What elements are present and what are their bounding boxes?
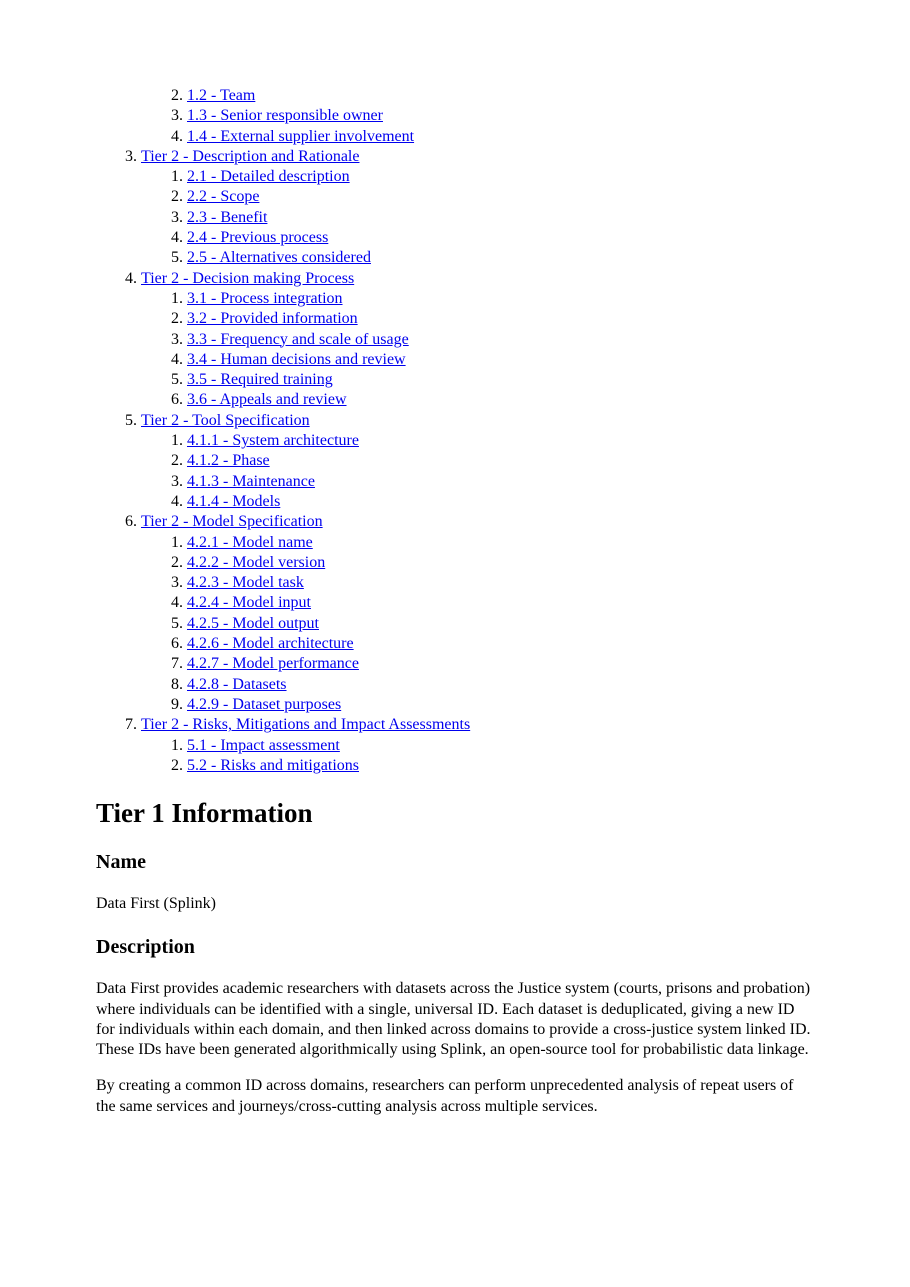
list-number: 7. [171,655,183,673]
list-number: 3. [171,574,183,592]
toc-subitem-link[interactable]: 1.3 - Senior responsible owner [187,107,383,125]
toc-section-item-link[interactable]: Tier 2 - Model Specification [141,513,323,531]
toc-subitem-link[interactable]: 4.2.1 - Model name [187,533,313,551]
toc-subitem [0,106,910,126]
toc-sublist [0,431,910,512]
name-value: Data First (Splink) [96,895,216,912]
toc-sublist [0,736,910,777]
toc-subitem [0,634,910,654]
toc-subitem-link[interactable]: 3.6 - Appeals and review [187,391,347,409]
toc-subitem [0,553,910,573]
toc-subitem-link[interactable]: 4.2.8 - Datasets [187,675,287,693]
list-number: 1. [171,289,183,307]
toc-subitem-link[interactable]: 5.1 - Impact assessment [187,736,340,754]
toc-section-item-link[interactable]: Tier 2 - Risks, Mitigations and Impact Assessments [141,716,471,734]
toc-subitem-link[interactable]: 3.1 - Process integration [187,289,343,307]
toc-section-item [0,269,910,289]
toc-subitem [0,228,910,248]
toc-subitem [0,492,910,512]
list-number: 1. [171,533,183,551]
toc-subitem-link[interactable]: 4.2.7 - Model performance [187,655,359,673]
tier1-heading: Tier 1 Information [96,798,313,828]
toc-continued-sublist [0,86,910,147]
toc-subitem [0,533,910,553]
toc-subitem [0,86,910,106]
toc-subitem [0,330,910,350]
toc-subitem [0,451,910,471]
description-paragraph-1: Data First provides academic researchers with datasets across the Justice system (courts, prisons and probation) where individuals can be identified with a single, universal ID. Each dataset is deduplicated, giving a new ID for individuals within each domain, and then linked across domains to provide a cross-justice system linked ID. These IDs have been generated algorithmically using Splink, an open-source tool for probabilistic data linkage. [96,980,811,1059]
toc-subitem-link[interactable]: 1.2 - Team [187,87,256,104]
toc-section-item [0,715,910,735]
toc-subitem [0,167,910,187]
list-number: 2. [171,756,183,774]
list-number: 3. [171,330,183,348]
table-of-contents [0,86,910,776]
list-number: 4. [171,229,183,247]
toc-subitem-link[interactable]: 4.2.6 - Model architecture [187,635,354,653]
list-number: 1. [171,736,183,754]
toc-subitem [0,431,910,451]
toc-section-item-link[interactable]: Tier 2 - Description and Rationale [141,147,360,165]
list-number: 3. [171,208,183,226]
toc-subitem-link[interactable]: 3.2 - Provided information [187,310,358,328]
toc-subitem [0,736,910,756]
toc-subitem-link[interactable]: 4.2.4 - Model input [187,594,311,612]
toc-subitem-link[interactable]: 3.3 - Frequency and scale of usage [187,330,409,348]
list-number: 5. [171,249,183,267]
toc-sublist-wrapper [0,736,910,777]
toc-subitem [0,127,910,147]
toc-section-list [0,147,910,776]
toc-subitem-link[interactable]: 5.2 - Risks and mitigations [187,756,359,774]
toc-section-item [0,147,910,167]
list-number: 6. [171,635,183,653]
list-number: 4. [125,269,137,287]
list-number: 6. [171,391,183,409]
list-number: 5. [171,371,183,389]
description-paragraph-2: By creating a common ID across domains, researchers can perform unprecedented analysis of repeat users of the same services and journeys/cross-cutting analysis across multiple services. [96,1077,794,1115]
list-number: 2. [171,188,183,206]
toc-subitem-link[interactable]: 3.5 - Required training [187,371,333,389]
description-heading: Description [96,936,195,959]
toc-subitem-link[interactable]: 4.2.3 - Model task [187,574,304,592]
toc-section-item-link[interactable]: Tier 2 - Tool Specification [141,411,310,429]
list-number: 3. [171,107,183,125]
list-number: 1. [171,432,183,450]
toc-subitem-link[interactable]: 4.1.2 - Phase [187,452,270,470]
toc-subitem-link[interactable]: 2.3 - Benefit [187,208,268,226]
list-number: 9. [171,695,183,713]
list-number: 2. [171,310,183,328]
list-number: 2. [171,87,183,104]
toc-sublist-wrapper [0,289,910,411]
toc-subitem-link[interactable]: 2.5 - Alternatives considered [187,249,371,267]
toc-subitem-link[interactable]: 2.2 - Scope [187,188,260,206]
toc-subitem-link[interactable]: 3.4 - Human decisions and review [187,350,406,368]
list-number: 1. [171,168,183,186]
toc-section-item [0,512,910,532]
list-number: 4. [171,350,183,368]
toc-subitem [0,654,910,674]
toc-subitem [0,675,910,695]
toc-sublist-wrapper [0,431,910,512]
toc-subitem-link[interactable]: 4.1.1 - System architecture [187,432,359,450]
name-heading: Name [96,851,146,873]
toc-subitem [0,390,910,410]
list-number: 2. [171,553,183,571]
list-number: 5. [171,614,183,632]
list-number: 8. [171,675,183,693]
toc-sublist [0,167,910,268]
toc-subitem-link[interactable]: 4.1.3 - Maintenance [187,472,315,490]
list-number: 3. [171,472,183,490]
list-number: 2. [171,452,183,470]
toc-sublist-wrapper [0,167,910,268]
toc-subitem-link[interactable]: 2.4 - Previous process [187,229,329,247]
list-number: 4. [171,492,183,510]
list-number: 4. [171,127,183,145]
toc-subitem [0,756,910,776]
list-number: 5. [125,411,137,429]
toc-subitem [0,248,910,268]
tier1-section [96,796,816,1117]
toc-sublist [0,533,910,716]
toc-subitem [0,289,910,309]
toc-section-item [0,411,910,431]
list-number: 3. [125,147,137,165]
toc-subitem [0,187,910,207]
toc-subitem [0,208,910,228]
list-number: 4. [171,594,183,612]
toc-subitem [0,573,910,593]
toc-section-item-link[interactable]: Tier 2 - Decision making Process [141,269,355,287]
toc-subitem [0,309,910,329]
list-number: 6. [125,513,137,531]
toc-subitem [0,370,910,390]
toc-subitem-link[interactable]: 1.4 - External supplier involvement [187,127,415,145]
toc-sublist [0,289,910,411]
toc-subitem [0,593,910,613]
toc-subitem [0,350,910,370]
toc-subitem [0,695,910,715]
toc-subitem-link[interactable]: 4.2.2 - Model version [187,553,326,571]
toc-subitem-link[interactable]: 2.1 - Detailed description [187,168,350,186]
toc-subitem-link[interactable]: 4.1.4 - Models [187,492,281,510]
toc-subitem-link[interactable]: 4.2.9 - Dataset purposes [187,695,342,713]
toc-subitem [0,614,910,634]
toc-subitem-link[interactable]: 4.2.5 - Model output [187,614,319,632]
list-number: 7. [125,716,137,734]
toc-sublist-wrapper [0,533,910,716]
toc-subitem [0,472,910,492]
